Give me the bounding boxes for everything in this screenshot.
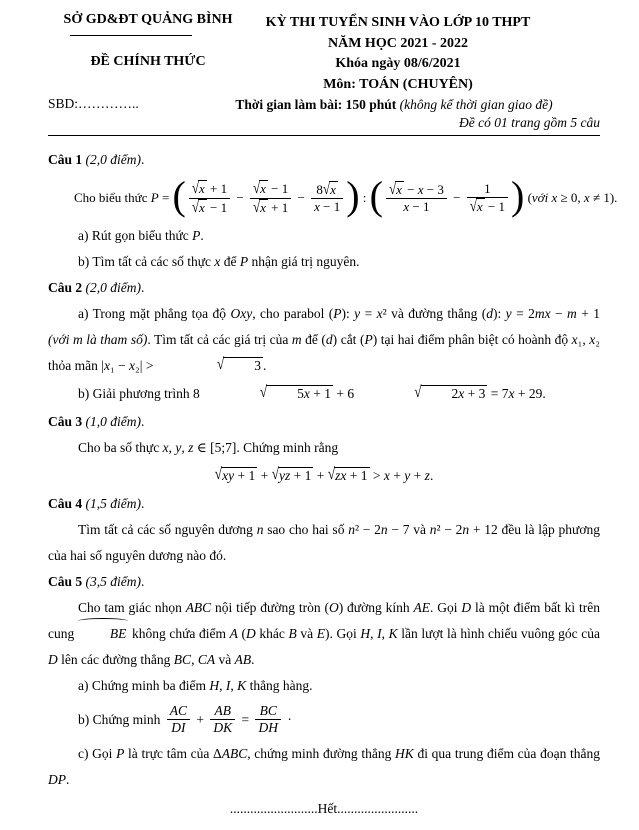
q1-heading: Câu 1 (2,0 điểm). [48,152,145,167]
fraction: $\frac{1}{√x - 1}$ [467,181,508,216]
header-divider [48,135,600,136]
q3-intro: Cho ba số thực x, y, z ∈ [5;7]. Chứng minh rằng [78,440,339,455]
header-left-block [48,12,248,28]
q2-part-a: a) Trong mặt phẳng tọa độ Oxy, cho parabol (P): y = x² và đường thẳng (d): y = 2mx − m + 1 (với m là tham số). Tìm tất cả các giá trị của m để (d) cắt (P) tại hai điểm phân biệt có hoành độ x₁, x₂ thỏa mãn |x₁ − x₂| > √ 3 . [48,301,600,379]
fraction: $\frac{√x - x - 3}{x - 1}$ [386,181,447,216]
sqrt-radical: √x [388,178,402,198]
official-exam-label: ĐỀ CHÍNH THỨC [90,54,206,69]
sqrt-radical: √ 2x + 3 [414,382,486,401]
q2-heading: Câu 2 (2,0 điểm). [48,280,145,295]
sqrt-radical: √x [252,178,266,197]
sqrt-radical: √ 3 [216,354,262,373]
q5-part-b: b) Chứng minh $\frac{AC}{DI}$ + $\frac{AB}{DK}$ = $\frac{BC}{DH}$ · [78,702,292,736]
sqrt-radical: √ 5x + 1 [259,382,331,401]
q4-body: Tìm tất cả các số nguyên dương n sao cho hai số n² − 2n − 7 và n² − 2n + 12 đều là lập phương của hai số nguyên dương nào đó. [48,522,600,563]
fraction: $\frac{8√x}{x - 1}$ [311,181,343,216]
exam-body [48,147,618,821]
q5-part-a: a) Chứng minh ba điểm H, I, K thẳng hàng. [78,678,313,693]
sqrt-radical: √zx + 1 [327,464,368,483]
q1-part-b: b) Tìm tất cả các số thực x để P nhận giá trị nguyên. [78,254,360,269]
exam-title-block [266,13,531,95]
department-name: SỞ GD&ĐT QUẢNG BÌNH [63,12,233,27]
sqrt-radical: √x [252,196,266,215]
end-marker: ..........................Hết........................ [229,801,419,816]
q5-heading: Câu 5 (3,5 điểm). [48,574,145,589]
department-underline [70,35,192,36]
sqrt-radical: √yz + 1 [271,464,312,483]
page-count-note: Đề có 01 trang gồm 5 câu [459,115,600,130]
exam-duration [235,97,552,113]
fraction: $\frac{√x - 1}{√x + 1}$ [250,180,291,216]
q1-formula: Cho biểu thức P = ( $\frac{√x + 1}{√x - 1}$ − $\frac{√x - 1}{√x + 1}$ − $\frac{8√x}{x - 1}$ ) : ( $\frac{√x - x - 3}{x - 1}$ − $\frac{1}{√x - 1}$ ) (với x ≥ 0, x ≠ 1). [74,173,618,219]
q3-heading: Câu 3 (1,0 điểm). [48,414,145,429]
q5-body: Cho tam giác nhọn ABC nội tiếp đường tròn (O) đường kính AE. Gọi D là một điểm bất kì trên cung BE không chứa điểm A (D khác B và E). Gọi H, I, K lần lượt là hình chiếu vuông góc của D lên các đường thẳng BC, CA và AB. [48,600,601,667]
exam-date: Khóa ngày 08/6/2021 [335,56,461,71]
q5-part-c: c) Gọi P là trực tâm của ΔABC, chứng minh đường thẳng HK đi qua trung điểm của đoạn thẳng DP. [48,746,600,787]
exam-title-line1: KỲ THI TUYỂN SINH VÀO LỚP 10 THPT [265,15,531,30]
q1-part-a: a) Rút gọn biểu thức P. [78,228,204,243]
fraction: $\frac{AC}{DI}$ [167,703,190,738]
exam-header [48,12,600,135]
sqrt-radical: √x [191,178,205,197]
duration-text: Thời gian làm bài: 150 phút [235,97,400,112]
fraction: $\frac{√x + 1}{√x - 1}$ [189,180,230,216]
sqrt-radical: √x [191,196,205,215]
sqrt-radical: √xy + 1 [214,464,256,483]
exam-subject: Môn: TOÁN (CHUYÊN) [323,76,473,92]
fraction: $\frac{BC}{DH}$ [255,703,281,738]
sqrt-radical: √x [322,178,336,198]
sqrt-radical: √x [469,196,483,215]
fraction: $\frac{AB}{DK}$ [210,703,235,738]
exam-title-line2: NĂM HỌC 2021 - 2022 [327,35,468,51]
q4-heading: Câu 4 (1,5 điểm). [48,496,145,511]
q3-formula: √xy + 1 + √yz + 1 + √zx + 1 > x + y + z. [48,461,600,491]
q2-part-b: b) Giải phương trình 8 √ 5x + 1 + 6 √ 2x + 3 = 7x + 29. [48,379,600,409]
duration-note: (không kể thời gian giao đề) [399,97,553,112]
candidate-number-field: SBD:………….. [48,96,139,111]
